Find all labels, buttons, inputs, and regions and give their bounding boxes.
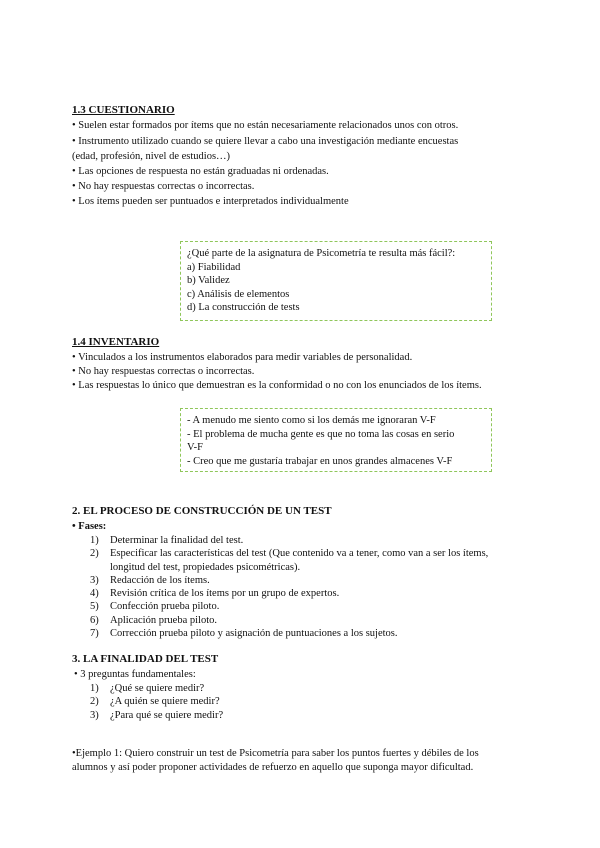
cuestionario-line: • Instrumento utilizado cuando se quiere llevar a cabo una investigación mediante encuestas <box>72 136 459 147</box>
cuestionario-line: • Los ítems pueden ser puntuados e interpretados individualmente <box>72 196 349 207</box>
example-question-box <box>180 241 492 321</box>
proceso-list <box>90 534 488 640</box>
list-item: 1) Determinar la finalidad del test. <box>90 535 244 546</box>
cuestionario-line: • Las opciones de respuesta no están graduadas ni ordenadas. <box>72 166 329 177</box>
inventario-line: • No hay respuestas correctas o incorrectas. <box>72 366 255 377</box>
box-option: c) Análisis de elementos <box>187 288 290 300</box>
heading-proceso: 2. EL PROCESO DE CONSTRUCCIÓN DE UN TEST <box>72 505 332 517</box>
list-item: longitud del test, propiedades psicométricas). <box>110 561 301 573</box>
list-item: 3) Redacción de los ítems. <box>90 574 210 586</box>
finalidad-list <box>90 682 223 722</box>
box-item: - El problema de mucha gente es que no toma las cosas en serio <box>187 428 455 440</box>
list-item: 5) Confección prueba piloto. <box>90 601 220 613</box>
box-option: a) Fiabilidad <box>187 261 241 273</box>
example-line: •Ejemplo 1: Quiero construir un test de Psicometría para saber los puntos fuertes y débiles de los <box>72 748 479 759</box>
box-item: V-F <box>187 442 203 453</box>
box-question: ¿Qué parte de la asignatura de Psicometría te resulta más fácil?: <box>187 248 456 259</box>
heading-inventario: 1.4 INVENTARIO <box>72 336 160 348</box>
cuestionario-line: • Suelen estar formados por ítems que no están necesariamente relacionados unos con otros. <box>72 120 459 131</box>
cuestionario-line: (edad, profesión, nivel de estudios…) <box>72 151 231 162</box>
inventario-line: • Las respuestas lo único que demuestran es la conformidad o no con los enunciados de los ítems. <box>72 380 482 391</box>
fases-label: • Fases: <box>72 521 107 532</box>
box-option: b) Validez <box>187 275 230 286</box>
box-item: - Creo que me gustaría trabajar en unos grandes almacenes V-F <box>187 455 453 467</box>
example-items-box <box>180 408 492 472</box>
cuestionario-line: • No hay respuestas correctas o incorrectas. <box>72 181 255 192</box>
inventario-line: • Vinculados a los instrumentos elaborados para medir variables de personalidad. <box>72 352 413 363</box>
list-item: 6) Aplicación prueba piloto. <box>90 614 218 626</box>
list-item: 7) Corrección prueba piloto y asignación de puntuaciones a los sujetos. <box>90 628 398 640</box>
list-item: 2) ¿A quién se quiere medir? <box>90 696 220 708</box>
list-item: 1) ¿Qué se quiere medir? <box>90 683 205 694</box>
list-item: 2) Especificar las características del test (Que contenido va a tener, como van a ser los ítems, <box>90 548 489 560</box>
box-option: d) La construcción de tests <box>187 302 300 313</box>
box-item: - A menudo me siento como si los demás me ignoraran V-F <box>187 415 436 426</box>
list-item: 3) ¿Para qué se quiere medir? <box>90 709 224 721</box>
list-item: 4) Revisión crítica de los ítems por un grupo de expertos. <box>90 588 340 600</box>
example-line: alumnos y así poder proponer actividades de refuerzo en aquello que suponga mayor dificultad. <box>72 762 474 773</box>
finalidad-intro: • 3 preguntas fundamentales: <box>74 669 196 680</box>
heading-cuestionario: 1.3 CUESTIONARIO <box>72 104 175 116</box>
heading-finalidad: 3. LA FINALIDAD DEL TEST <box>72 653 219 665</box>
